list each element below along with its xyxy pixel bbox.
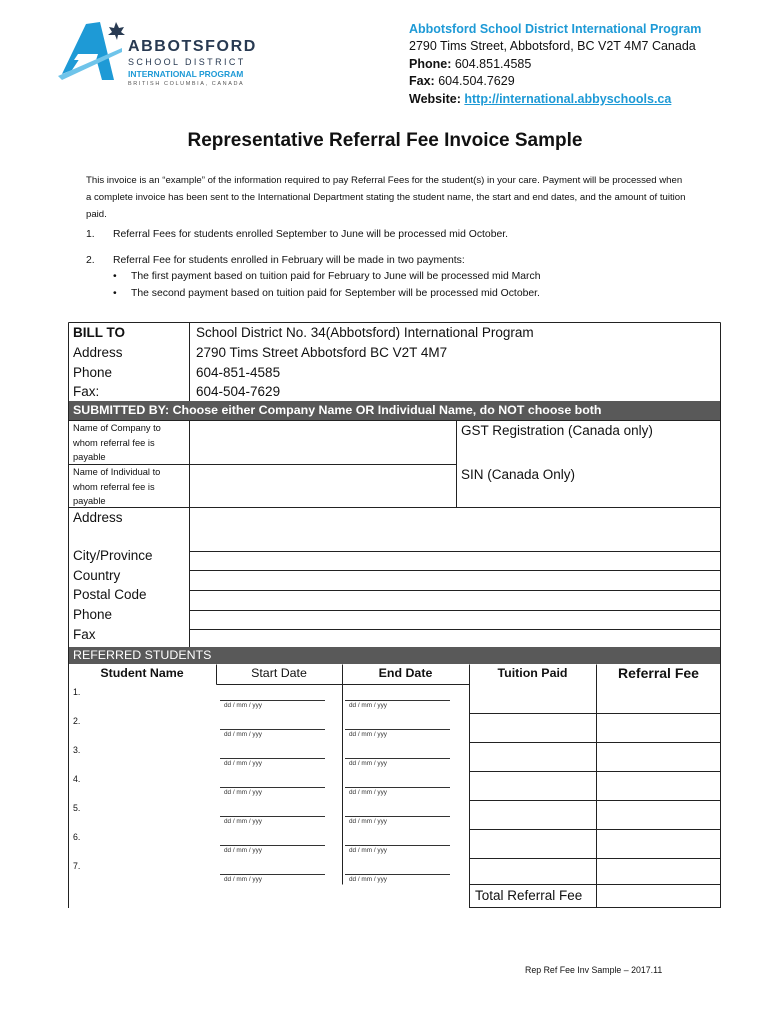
end-date-field[interactable]: [345, 874, 450, 875]
contact-fax-line: [409, 73, 701, 90]
contact-address: 2790 Tims Street, Abbotsford, BC V2T 4M7 Canada: [409, 39, 696, 54]
submitted-by-text: SUBMITTED BY: Choose either Company Name OR Individual Name, do NOT choose both: [73, 403, 602, 417]
end-date-format-hint: dd / mm / yyy: [349, 760, 387, 767]
address-field[interactable]: [190, 508, 720, 551]
tuition-paid-field[interactable]: [470, 771, 595, 799]
student-row-number: 5.: [73, 803, 81, 813]
col-header-end-date: End Date: [378, 666, 433, 680]
start-date-format-hint: dd / mm / yyy: [224, 847, 262, 854]
intro-paragraph: This invoice is an “example” of the information required to pay Referral Fees for the student(s) in your care. Payment will be processed when a complete invoice has been sent to the International Department stating the student name, the start and end dates, and the amount of tuition paid.: [86, 175, 686, 220]
referral-fee-field[interactable]: [597, 858, 722, 886]
bullet-icon: •: [113, 288, 117, 299]
fax-field[interactable]: [190, 629, 720, 647]
postal-code-field[interactable]: [190, 590, 720, 609]
phone-label: Phone:: [409, 56, 452, 71]
tuition-paid-field[interactable]: [470, 713, 595, 741]
end-date-format-hint: dd / mm / yyy: [349, 847, 387, 854]
item-number: 1.: [86, 229, 95, 240]
start-date-format-hint: dd / mm / yyy: [224, 702, 262, 709]
sin-field[interactable]: [461, 486, 719, 507]
student-name-field[interactable]: [86, 830, 214, 856]
start-date-field[interactable]: [220, 729, 325, 730]
start-date-format-hint: dd / mm / yyy: [224, 731, 262, 738]
company-name-label: Name of Company to whom referral fee is payable: [73, 423, 161, 463]
contact-block: [409, 21, 701, 108]
city-province-label: City/Province: [73, 548, 153, 563]
student-name-field[interactable]: [86, 801, 214, 827]
student-name-field[interactable]: [86, 772, 214, 798]
referral-fee-field[interactable]: [597, 665, 722, 713]
referred-students-banner: [68, 647, 721, 664]
end-date-format-hint: dd / mm / yyy: [349, 789, 387, 796]
student-row-number: 6.: [73, 832, 81, 842]
referral-fee-field[interactable]: [597, 742, 722, 770]
start-date-format-hint: dd / mm / yyy: [224, 876, 262, 883]
start-date-field[interactable]: [220, 700, 325, 701]
phone-label: Phone: [73, 607, 113, 622]
end-date-field[interactable]: [345, 845, 450, 846]
end-date-field[interactable]: [345, 816, 450, 817]
referred-students-text: REFERRED STUDENTS: [73, 648, 212, 662]
col-header-tuition-paid: Tuition Paid: [497, 666, 568, 680]
contact-org: Abbotsford School District International Program: [409, 22, 702, 36]
district-logo: [56, 18, 256, 88]
student-name-field[interactable]: [86, 685, 214, 711]
referral-fee-field[interactable]: [597, 829, 722, 857]
start-date-field[interactable]: [220, 845, 325, 846]
student-row-number: 1.: [73, 687, 81, 697]
end-date-format-hint: dd / mm / yyy: [349, 702, 387, 709]
start-date-field[interactable]: [220, 758, 325, 759]
contact-phone-line: [409, 56, 701, 73]
item-text: Referral Fees for students enrolled September to June will be processed mid October.: [113, 229, 509, 240]
contact-phone: 604.851.4585: [454, 56, 532, 71]
col-header-start-date: Start Date: [251, 666, 307, 680]
end-date-field[interactable]: [345, 700, 450, 701]
tuition-paid-field[interactable]: [470, 829, 595, 857]
item-number: 2.: [86, 255, 95, 266]
country-label: Country: [73, 568, 121, 583]
tuition-paid-field[interactable]: [470, 742, 595, 770]
country-field[interactable]: [190, 570, 720, 589]
total-referral-fee-label: Total Referral Fee: [475, 888, 583, 903]
company-name-field[interactable]: [190, 420, 456, 464]
invoice-form: [68, 322, 721, 908]
referral-fee-field[interactable]: [597, 771, 722, 799]
gst-field[interactable]: [461, 442, 719, 464]
submitted-by-banner: [68, 401, 721, 420]
website-label: Website:: [409, 91, 461, 106]
student-row-number: 3.: [73, 745, 81, 755]
city-province-field[interactable]: [190, 551, 720, 569]
bill-phone-value: 604-851-4585: [196, 365, 281, 380]
start-date-format-hint: dd / mm / yyy: [224, 818, 262, 825]
referral-fee-field[interactable]: [597, 800, 722, 828]
start-date-format-hint: dd / mm / yyy: [224, 760, 262, 767]
student-row-number: 4.: [73, 774, 81, 784]
end-date-field[interactable]: [345, 758, 450, 759]
start-date-field[interactable]: [220, 787, 325, 788]
gst-label: GST Registration (Canada only): [461, 423, 653, 438]
total-referral-fee-field[interactable]: [596, 885, 721, 907]
logo-province: BRITISH COLUMBIA, CANADA: [128, 81, 245, 87]
end-date-field[interactable]: [345, 729, 450, 730]
start-date-field[interactable]: [220, 816, 325, 817]
phone-field[interactable]: [190, 610, 720, 629]
col-header-student-name: Student Name: [100, 666, 184, 680]
logo-a-mark-icon: [56, 18, 128, 88]
bullet-icon: •: [113, 271, 117, 282]
end-date-format-hint: dd / mm / yyy: [349, 818, 387, 825]
bill-fax-value: 604-504-7629: [196, 384, 281, 399]
contact-fax: 604.504.7629: [438, 74, 515, 89]
referral-fee-field[interactable]: [597, 713, 722, 741]
document-title: Representative Referral Fee Invoice Sample: [187, 130, 583, 151]
end-date-field[interactable]: [345, 787, 450, 788]
bill-to-label: BILL TO: [73, 325, 126, 340]
bill-address-label: Address: [73, 345, 123, 360]
footer-text: Rep Ref Fee Inv Sample – 2017.11: [525, 965, 663, 975]
fax-label: Fax:: [409, 74, 435, 89]
tuition-paid-field[interactable]: [470, 858, 595, 886]
student-row-number: 7.: [73, 861, 81, 871]
individual-name-field[interactable]: [190, 464, 456, 507]
bill-to-value: School District No. 34(Abbotsford) International Program: [196, 325, 534, 340]
contact-website-line: [409, 91, 701, 108]
tuition-paid-field[interactable]: [470, 800, 595, 828]
student-name-field[interactable]: [86, 743, 214, 769]
student-name-field[interactable]: [86, 714, 214, 740]
postal-code-label: Postal Code: [73, 587, 147, 602]
sin-label: SIN (Canada Only): [461, 467, 576, 482]
student-name-field[interactable]: [86, 859, 214, 885]
logo-program: INTERNATIONAL PROGRAM: [128, 69, 244, 79]
bullet-text: The second payment based on tuition paid for September will be processed mid October.: [131, 288, 540, 299]
individual-name-label: Name of Individual to whom referral fee is payable: [73, 467, 161, 507]
start-date-field[interactable]: [220, 874, 325, 875]
bill-fax-label: Fax:: [73, 384, 100, 399]
fax-label: Fax: [73, 627, 96, 642]
logo-wordmark: ABBOTSFORD: [128, 38, 257, 55]
start-date-format-hint: dd / mm / yyy: [224, 789, 262, 796]
bill-phone-label: Phone: [73, 365, 113, 380]
website-link[interactable]: http://international.abbyschools.ca: [464, 91, 672, 106]
student-row-number: 2.: [73, 716, 81, 726]
item-text: Referral Fee for students enrolled in February will be made in two payments:: [113, 255, 465, 266]
col-header-referral-fee: Referral Fee: [618, 665, 699, 681]
logo-subtitle: SCHOOL DISTRICT: [128, 57, 246, 67]
address-label: Address: [73, 510, 123, 525]
bill-address-value: 2790 Tims Street Abbotsford BC V2T 4M7: [196, 345, 448, 360]
bullet-text: The first payment based on tuition paid for February to June will be processed mid March: [131, 271, 541, 282]
end-date-format-hint: dd / mm / yyy: [349, 876, 387, 883]
end-date-format-hint: dd / mm / yyy: [349, 731, 387, 738]
tuition-paid-field[interactable]: [470, 665, 595, 713]
